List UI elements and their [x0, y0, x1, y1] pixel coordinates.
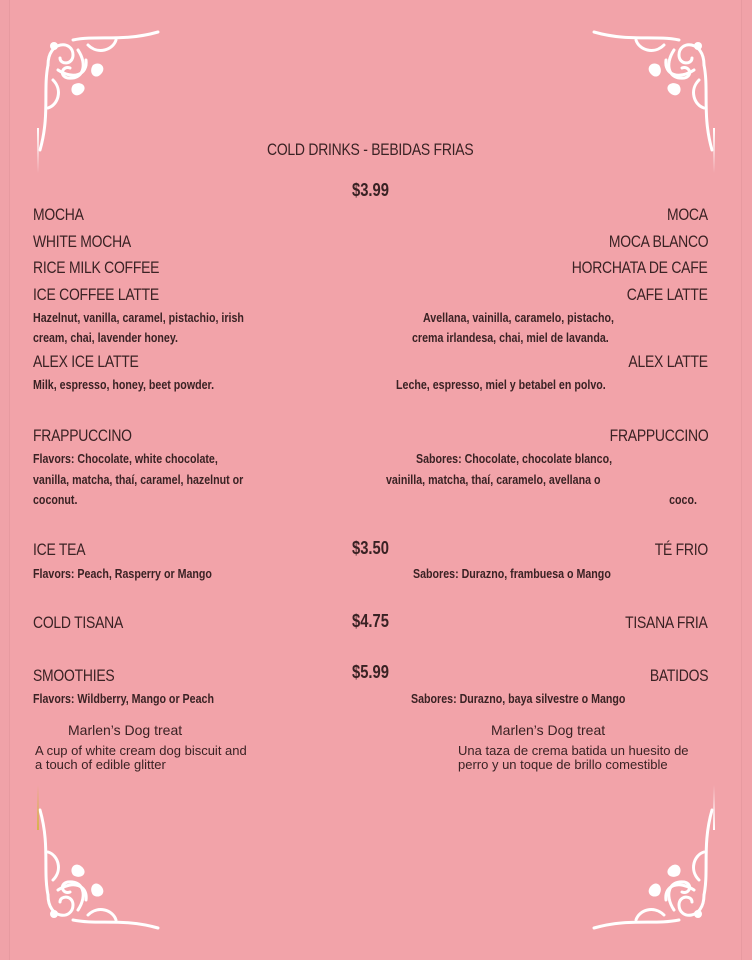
alex-latte-desc: Leche, espresso, miel y betabel en polvo.: [396, 377, 606, 392]
frappuccino-es-desc-2: vainilla, matcha, thaí, caramelo, avellana o: [386, 472, 601, 487]
item-cafe-latte: CAFE LATTE: [627, 285, 708, 304]
frappuccino-desc-2: vanilla, matcha, thaí, caramel, hazelnut or: [33, 472, 244, 487]
price-ice-tea: $3.50: [352, 538, 389, 558]
alex-ice-latte-desc: Milk, espresso, honey, beet powder.: [33, 377, 215, 392]
item-te-frio: TÉ FRIO: [654, 540, 708, 559]
item-white-mocha: WHITE MOCHA: [33, 232, 131, 251]
menu-title: COLD DRINKS - BEBIDAS FRIAS: [267, 140, 474, 159]
frappuccino-desc-1: Flavors: Chocolate, white chocolate,: [33, 451, 218, 466]
dog-treat-desc-en: A cup of white cream dog biscuit and a touch of edible glitter: [35, 743, 247, 772]
item-horchata-de-cafe: HORCHATA DE CAFE: [572, 258, 708, 277]
dog-treat-title-en: Marlen’s Dog treat: [68, 722, 183, 738]
frappuccino-desc-3: coconut.: [33, 492, 78, 507]
ice-tea-desc: Flavors: Peach, Rasperry or Mango: [33, 566, 212, 581]
item-batidos: BATIDOS: [649, 666, 708, 685]
corner-ornament-top-left: [28, 20, 178, 170]
ice-coffee-desc-2: cream, chai, lavender honey.: [33, 330, 178, 345]
item-mocha: MOCHA: [33, 205, 84, 224]
ornament-line-left: [37, 128, 39, 173]
corner-ornament-top-right: [574, 20, 724, 170]
item-ice-tea: ICE TEA: [33, 540, 86, 559]
cafe-latte-desc-2: crema irlandesa, chai, miel de lavanda.: [412, 330, 609, 345]
frappuccino-es-desc-1: Sabores: Chocolate, chocolate blanco,: [416, 451, 613, 466]
item-tisana-fria: TISANA FRIA: [625, 613, 708, 632]
ice-coffee-desc-1: Hazelnut, vanilla, caramel, pistachio, irish: [33, 310, 244, 325]
item-cold-tisana: COLD TISANA: [33, 613, 123, 632]
item-moca: MOCA: [667, 205, 708, 224]
dog-treat-title-es: Marlen’s Dog treat: [491, 722, 606, 738]
price-tisana: $4.75: [352, 611, 389, 631]
item-alex-latte: ALEX LATTE: [628, 352, 708, 371]
batidos-desc: Sabores: Durazno, baya silvestre o Mango: [411, 691, 626, 706]
item-alex-ice-latte: ALEX ICE LATTE: [33, 352, 139, 371]
ornament-line-left-bottom: [37, 785, 39, 830]
smoothies-desc: Flavors: Wildberry, Mango or Peach: [33, 691, 214, 706]
item-ice-coffee-latte: ICE COFFEE LATTE: [33, 285, 159, 304]
corner-ornament-bottom-right: [574, 790, 724, 940]
te-frio-desc: Sabores: Durazno, frambuesa o Mango: [413, 566, 611, 581]
item-rice-milk-coffee: RICE MILK COFFEE: [33, 258, 160, 277]
item-frappuccino: FRAPPUCCINO: [33, 426, 132, 445]
item-smoothies: SMOOTHIES: [33, 666, 115, 685]
dog-treat-desc-es: Una taza de crema batida un huesito de perro y un toque de brillo comestible: [458, 743, 689, 772]
main-price: $3.99: [352, 180, 389, 200]
item-frappuccino-es: FRAPPUCCINO: [609, 426, 708, 445]
item-moca-blanco: MOCA BLANCO: [608, 232, 708, 251]
corner-ornament-bottom-left: [28, 790, 178, 940]
ornament-line-right-bottom: [713, 785, 715, 830]
frappuccino-es-desc-3: coco.: [669, 492, 697, 507]
price-smoothies: $5.99: [352, 662, 389, 682]
ornament-line-right: [713, 128, 715, 173]
cafe-latte-desc-1: Avellana, vainilla, caramelo, pistacho,: [423, 310, 614, 325]
